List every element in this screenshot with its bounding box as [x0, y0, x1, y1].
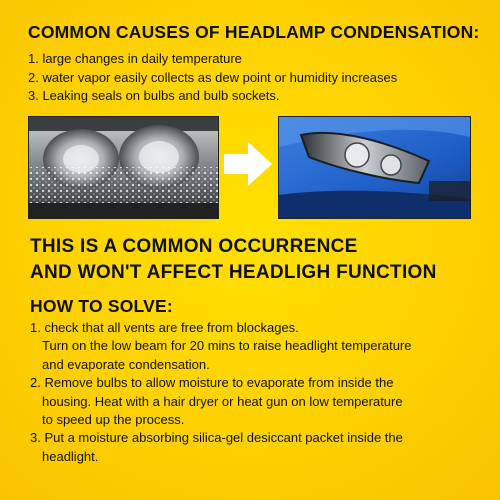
solve-heading: HOW TO SOLVE:	[30, 296, 173, 316]
cause-item: 2. water vapor easily collects as dew point or humidity increases	[28, 69, 398, 85]
step-line: headlight.	[42, 448, 99, 464]
causes-heading: COMMON CAUSES OF HEADLAMP CONDENSATION:	[28, 22, 480, 42]
clear-headlamp-photo	[278, 116, 471, 219]
step-line: to speed up the process.	[42, 412, 185, 428]
cause-item: 3. Leaking seals on bulbs and bulb sockets.	[28, 88, 280, 103]
right-arrow-icon	[222, 140, 274, 188]
occurrence-heading	[30, 234, 437, 286]
solution-steps	[30, 319, 412, 466]
step-line: and evaporate condensation.	[42, 356, 210, 372]
step-line: 1. check that all vents are free from blockages.	[30, 320, 299, 335]
causes-list	[28, 50, 397, 106]
step-line: Turn on the low beam for 20 mins to raise headlight temperature	[42, 338, 412, 354]
occurrence-line: AND WON'T AFFECT HEADLIGH FUNCTION	[30, 262, 437, 283]
step-line: 3. Put a moisture absorbing silica-gel desiccant packet inside the	[30, 430, 403, 446]
occurrence-line: THIS IS A COMMON OCCURRENCE	[30, 236, 358, 257]
step-line: 2. Remove bulbs to allow moisture to evaporate from inside the	[30, 375, 394, 391]
cause-item: 1. large changes in daily temperature	[28, 51, 242, 66]
foggy-headlamp-photo	[28, 116, 219, 219]
step-line: housing. Heat with a hair dryer or heat gun on low temperature	[42, 393, 403, 409]
